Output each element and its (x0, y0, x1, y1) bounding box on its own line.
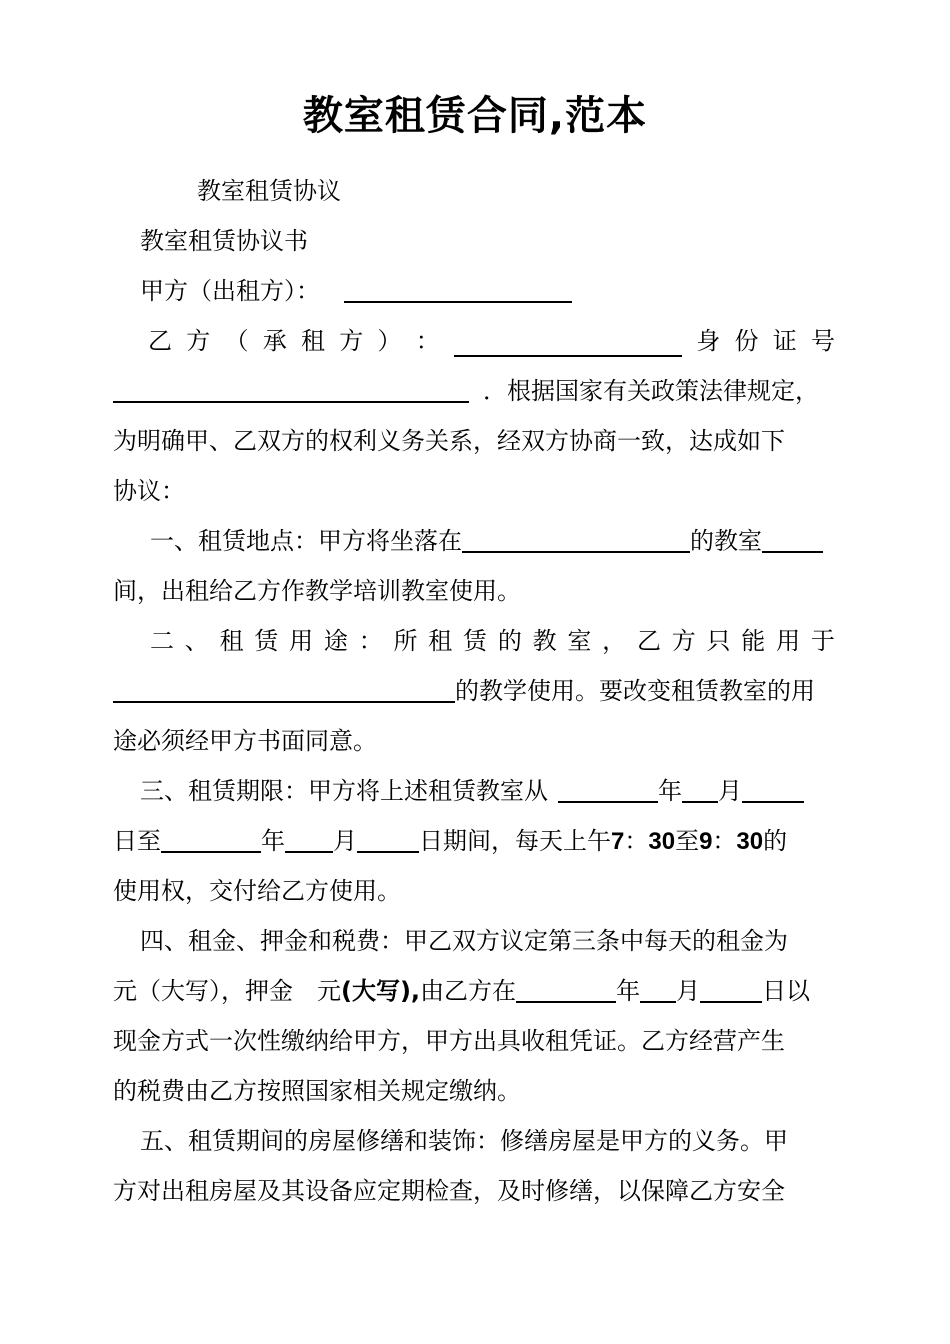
section-4-line-2 (113, 966, 835, 1016)
end-month-blank (285, 821, 333, 853)
section-1-line-2: 间，出租给乙方作教学培训教室使用。 (113, 577, 521, 605)
s2-char: 途 (323, 627, 348, 655)
end-year-blank (161, 821, 261, 853)
year-label: 年 (616, 977, 641, 1005)
room-count-blank (762, 521, 823, 553)
deposit-yuan-label: 元 (317, 977, 341, 1005)
s2-char: 室 (567, 627, 592, 655)
party-b-char: ： (415, 327, 440, 355)
id-char: 份 (734, 327, 759, 355)
month-label: 月 (676, 977, 701, 1005)
usage-blank (113, 671, 455, 703)
year-label: 年 (658, 777, 682, 805)
s2-char: 乙 (636, 627, 661, 655)
section-2-line-3: 途必须经甲方书面同意。 (113, 727, 377, 755)
party-a-blank (344, 271, 572, 303)
party-b-blank (454, 325, 682, 357)
s2-char: 只 (706, 627, 731, 655)
section-5-line-1: 五、租赁期间的房屋修缮和装饰：修缮房屋是甲方的义务。甲 (140, 1127, 788, 1155)
pay-day-blank (700, 971, 762, 1003)
section-3-text: 三、租赁期限：甲方将上述租赁教室从 (140, 777, 548, 805)
section-5-line-2: 方对出租房屋及其设备应定期检查，及时修缮，以保障乙方安全 (113, 1177, 785, 1205)
year-label: 年 (261, 827, 285, 855)
time-hour-start: 7 (611, 828, 625, 855)
pay-year-blank (516, 971, 616, 1003)
id-char: 身 (696, 327, 721, 355)
month-label: 月 (333, 827, 357, 855)
s2-char: 赁 (254, 627, 279, 655)
id-number-blank (113, 371, 469, 403)
party-b-char: 承 (262, 327, 287, 355)
rent-yuan-label: 元（大写），押金 (113, 977, 293, 1005)
s2-char: 租 (219, 627, 244, 655)
time-colon: ： (624, 827, 649, 855)
s2-char: 用 (776, 627, 801, 655)
party-b-char: ） (377, 327, 402, 355)
s2-char: 于 (810, 627, 835, 655)
month-label: 月 (718, 777, 742, 805)
section-1-text: 一、租赁地点：甲方将坐落在 (150, 527, 462, 555)
party-b-char: 方 (186, 327, 211, 355)
s2-char: ， (602, 627, 627, 655)
section-4-line-4: 的税费由乙方按照国家相关规定缴纳。 (113, 1077, 521, 1105)
party-a-line (140, 266, 840, 316)
pay-day-label: 日以 (762, 977, 811, 1005)
section-2-line-1 (150, 616, 835, 666)
subtitle-agreement: 教室租赁协议 (197, 177, 341, 205)
party-b-char: 乙 (148, 327, 172, 355)
s2-char: 租 (428, 627, 453, 655)
section-3-line-3: 使用权，交付给乙方使用。 (113, 877, 401, 905)
s2-char: 方 (671, 627, 696, 655)
s2-char: 二 (150, 627, 174, 655)
section-3-line-1 (140, 766, 835, 816)
s2-char: 的 (497, 627, 522, 655)
deposit-daxie-label: (大写), (341, 977, 421, 1005)
time-hour-end: 9 (699, 828, 713, 855)
start-day-blank (742, 771, 804, 803)
section-1-classroom: 的教室 (690, 527, 762, 555)
s2-char: 赁 (463, 627, 488, 655)
party-b-line (148, 316, 835, 366)
intro-line-3: 协议： (113, 477, 185, 505)
time-minute-start: 30 (648, 828, 676, 855)
s2-char: 能 (741, 627, 766, 655)
document-title: 教室租赁合同,范本 (302, 93, 648, 139)
start-month-blank (682, 771, 718, 803)
section-4-line-1: 四、租金、押金和税费：甲乙双方议定第三条中每天的租金为 (140, 927, 788, 955)
end-day-blank (357, 821, 419, 853)
s2-char: 教 (532, 627, 557, 655)
time-to: 至 (675, 827, 700, 855)
start-year-blank (558, 771, 658, 803)
day-period-label: 日期间，每天上午 (419, 827, 611, 855)
s2-char: 所 (393, 627, 418, 655)
de-char: 的 (763, 827, 788, 855)
party-b-char: 方 (339, 327, 364, 355)
s2-char: ： (358, 627, 383, 655)
intro-tail: ．根据国家有关政策法律规定， (483, 377, 819, 405)
section-2-line-2 (113, 666, 835, 716)
pay-month-blank (640, 971, 676, 1003)
section-2-usage-text: 的教学使用。要改变租赁教室的用 (455, 677, 815, 705)
time-colon: ： (712, 827, 737, 855)
time-minute-end: 30 (736, 828, 764, 855)
section-3-line-2 (113, 816, 835, 866)
section-1-line-1 (150, 516, 835, 566)
intro-line-2: 为明确甲、乙双方的权利义务关系，经双方协商一致，达成如下 (113, 427, 785, 455)
payment-label: 由乙方在 (420, 977, 517, 1005)
subtitle-agreement-document: 教室租赁协议书 (140, 227, 308, 255)
section-4-line-3: 现金方式一次性缴纳给甲方，甲方出具收租凭证。乙方经营产生 (113, 1027, 785, 1055)
party-b-char: （ (224, 327, 249, 355)
day-to-label: 日至 (113, 827, 161, 855)
intro-line-1 (113, 366, 835, 416)
id-char: 证 (772, 327, 797, 355)
party-b-char: 租 (301, 327, 325, 355)
location-blank (462, 521, 690, 553)
party-a-label: 甲方（出租方）： (140, 277, 320, 305)
s2-char: 用 (289, 627, 314, 655)
s2-char: 、 (184, 627, 209, 655)
id-char: 号 (811, 327, 835, 355)
